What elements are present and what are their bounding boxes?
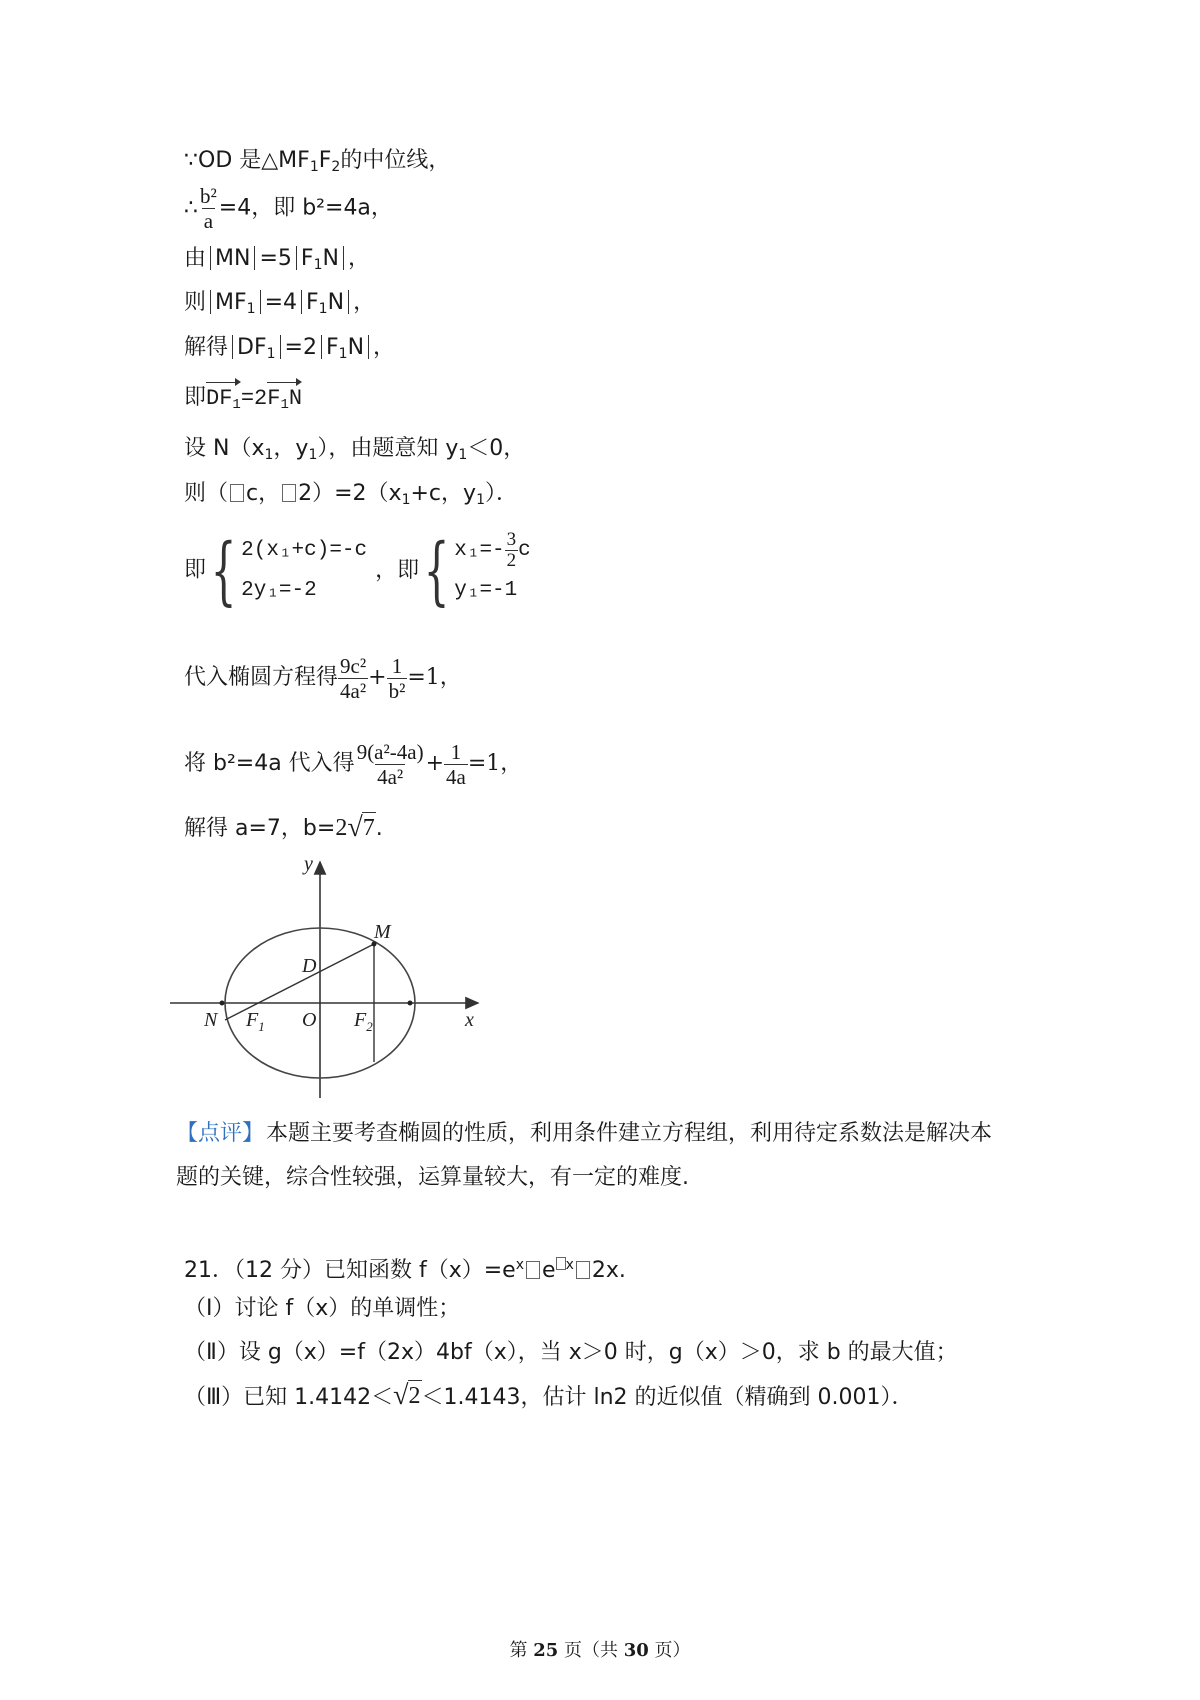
solution-line-8: 则（ c， $2)=2(x_1+c$，$y_1$）．: [184, 481, 518, 508]
page-footer: 第 25 页（共 30 页）: [509, 1640, 691, 1661]
label-y: y: [304, 853, 313, 875]
problem-21-part-3: （Ⅲ）已知 1.4142＜ √ 2 ＜1.4143，估计 ln2 的近似值（精确到 0.001）．: [184, 1380, 914, 1411]
label-M: M: [374, 921, 391, 943]
solution-line-5: 解得 $DF_1 =2$ $F_1N$ ，: [184, 335, 396, 362]
solution-line-11: 将 b²=4a 代入得 $\frac{\text{9(a²-4a)}}{\text{4a²}}$ + $\frac{1}{4a}$ =1，: [184, 739, 523, 789]
remark-text: 本题主要考查椭圆的性质，利用条件建立方程组，利用待定系数法是解决本题的关键，综合性较强，运算量较大，有一定的难度.: [176, 1121, 993, 1190]
vector-F1N: $F_1N$: [267, 378, 302, 420]
equation-system-1: { 2(x₁+c)=-c 2y₁=-2: [210, 527, 368, 614]
remark-tag: 【点评】: [176, 1121, 265, 1146]
problem-21-heading: 21．（12 分）已知函数 $f(x)=e^x$ e $^x$ 2x.: [184, 1257, 626, 1283]
solution-line-4: 则 $MF_1 =4$ $F_1N$ ，: [184, 290, 376, 317]
equation-system-2: { x₁=- $\frac{3}{2}$ c y₁=-1: [423, 527, 531, 614]
solution-line-7: 设 $N(x_1$，$y_1$），由题意知 $y_1<0$，: [184, 436, 526, 463]
problem-21-part-1: （Ⅰ）讨论 f（x）的单调性；: [184, 1296, 461, 1321]
fraction-b2-over-a: $\frac{\text{b²}}{a}$: [200, 184, 217, 233]
remark-block: [176, 1112, 996, 1200]
solution-line-3: 由 MN =5 $F_1N$ ，: [184, 246, 370, 273]
label-O: O: [302, 1009, 317, 1031]
solution-line-10: 代入椭圆方程得 $\frac{\text{9c²}}{\text{4a²}}$ + $\frac{1}{\text{b²}}$ =1，: [184, 653, 462, 703]
label-N: N: [204, 1009, 218, 1031]
solution-line-9: 即 { 2(x₁+c)=-c 2y₁=-2 ，即 { x₁=- $\frac{3}{2}$ c y₁=-1: [184, 527, 531, 614]
solution-line-1: ∵OD 是$\triangle MF_1F_2$的中位线，: [184, 148, 451, 175]
solution-line-2: ∴ $\frac{\text{b²}}{a}$ =4，即 b²=4a，: [184, 184, 393, 233]
label-F1: $F_1$: [246, 1009, 265, 1034]
label-D: D: [302, 955, 317, 977]
label-x: x: [465, 1009, 474, 1031]
label-F2: $F_2$: [354, 1009, 373, 1034]
solution-line-12: 解得 a=7，b= 2 √ 7 .: [184, 812, 383, 843]
ellipse-diagram: [160, 848, 520, 1110]
vector-DF1: $DF_1$: [206, 378, 241, 420]
solution-line-6: 即$DF_1=2F_1N$: [184, 378, 302, 420]
problem-21-part-2: （Ⅱ）设 g（x）=f（2x）4bf（x），当 x＞0 时，g（x）＞0，求 b 的最大值；: [184, 1340, 958, 1365]
